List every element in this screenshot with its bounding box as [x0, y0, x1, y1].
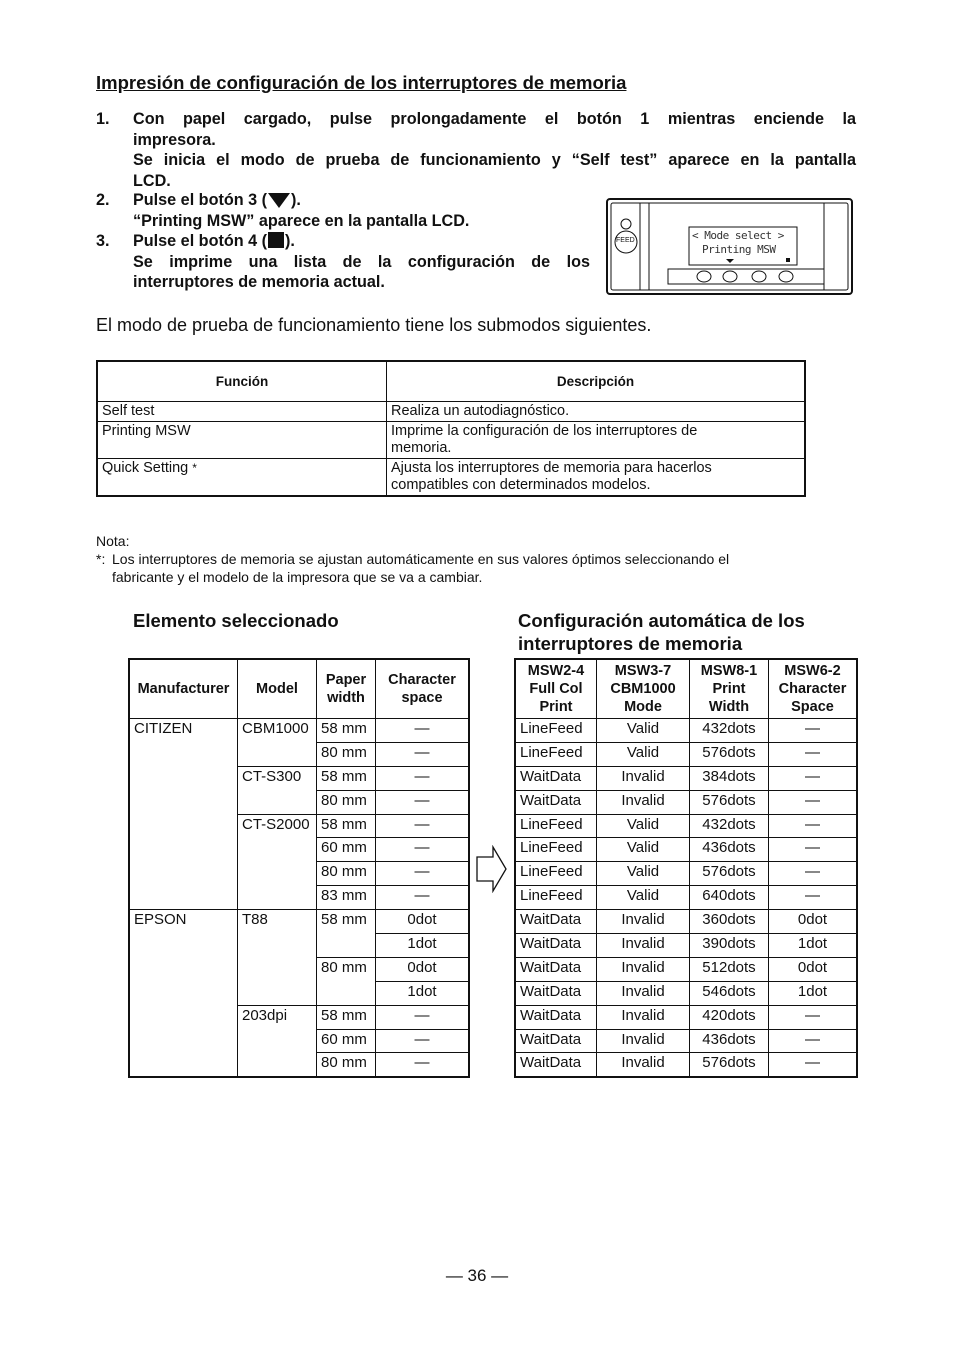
table-cell: 432dots [690, 814, 769, 838]
table-header-row [129, 659, 469, 719]
table-header: Función [97, 361, 387, 402]
table-row [515, 814, 857, 838]
table-cell: Invalid [597, 910, 690, 934]
table-cell: 1dot [769, 981, 858, 1005]
space-cell: 1dot [376, 981, 470, 1005]
table-cell: LineFeed [515, 742, 597, 766]
table-cell: Valid [597, 742, 690, 766]
table-row [515, 1053, 857, 1077]
table-cell: Invalid [597, 1053, 690, 1077]
step-text [133, 190, 301, 211]
width-cell: 80 mm [317, 957, 376, 1005]
note-body [96, 550, 860, 586]
functions-table [96, 360, 806, 497]
right-heading [518, 609, 805, 655]
model-cell: T88 [238, 910, 317, 1006]
header-line: Space [791, 699, 834, 715]
heading-line: interruptores de memoria [518, 633, 743, 654]
table-cell: — [769, 1053, 858, 1077]
lcd-line-1: < Mode select > [692, 229, 784, 242]
table-cell: 420dots [690, 1005, 769, 1029]
table-header [690, 659, 769, 719]
table-cell: Invalid [597, 981, 690, 1005]
table-cell: — [769, 766, 858, 790]
table-cell: — [769, 862, 858, 886]
table-cell: Printing MSW [97, 422, 387, 459]
table-cell: Invalid [597, 766, 690, 790]
table-cell: Invalid [597, 790, 690, 814]
width-cell: 80 mm [317, 862, 376, 886]
space-cell: — [376, 719, 470, 743]
cell-line: compatibles con determinados modelos. [391, 477, 651, 493]
step-text: “Printing MSW” aparece en la pantalla LCD. [133, 211, 470, 230]
table-header: Manufacturer [129, 659, 238, 719]
table-row [515, 910, 857, 934]
step-number: 3. [96, 232, 110, 250]
table-cell: — [769, 742, 858, 766]
table-cell: 576dots [690, 790, 769, 814]
table-cell: Invalid [597, 1005, 690, 1029]
table-cell: — [769, 886, 858, 910]
width-cell: 58 mm [317, 814, 376, 838]
step-text-pre: Pulse el botón 3 ( [133, 191, 268, 209]
table-cell: — [769, 719, 858, 743]
table-cell: Valid [597, 838, 690, 862]
intro-text: El modo de prueba de funcionamiento tiene los submodos siguientes. [96, 315, 652, 335]
table-cell: 432dots [690, 719, 769, 743]
space-cell: — [376, 766, 470, 790]
asterisk-mark: * [192, 461, 197, 475]
width-cell: 60 mm [317, 1029, 376, 1053]
note-line: fabricante y el modelo de la impresora que se va a cambiar. [112, 569, 483, 585]
table-cell: WaitData [515, 981, 597, 1005]
table-cell: 546dots [690, 981, 769, 1005]
table-cell: 576dots [690, 862, 769, 886]
table-cell: 1dot [769, 934, 858, 958]
section-title: Impresión de configuración de los interruptores de memoria [96, 72, 627, 93]
table-cell: LineFeed [515, 719, 597, 743]
table-cell: Realiza un autodiagnóstico. [387, 402, 806, 422]
feed-button-label: FEED [616, 237, 635, 244]
table-row [515, 934, 857, 958]
space-cell: 0dot [376, 910, 470, 934]
step-number: 2. [96, 191, 110, 209]
table-row [129, 910, 469, 934]
table-header [769, 659, 858, 719]
table-cell: WaitData [515, 766, 597, 790]
table-header: Descripción [387, 361, 806, 402]
table-cell: Valid [597, 719, 690, 743]
table-cell: 384dots [690, 766, 769, 790]
table-cell: 576dots [690, 1053, 769, 1077]
cell-line: Imprime la configuración de los interruptores de [391, 423, 698, 439]
table-header [317, 659, 376, 719]
table-header [597, 659, 690, 719]
table-row [515, 1005, 857, 1029]
table-cell: WaitData [515, 1029, 597, 1053]
step-text: Se imprime una lista de la configuración de los [133, 252, 590, 271]
table-row [515, 742, 857, 766]
header-line: MSW6-2 [784, 663, 841, 679]
width-cell: 83 mm [317, 886, 376, 910]
table-row [129, 719, 469, 743]
table-cell: — [769, 838, 858, 862]
model-cell: CT-S2000 [238, 814, 317, 910]
table-cell: WaitData [515, 1005, 597, 1029]
space-cell: 0dot [376, 957, 470, 981]
note-line: Los interruptores de memoria se ajustan automáticamente en sus valores óptimos seleccionando el [112, 551, 730, 567]
table-header [376, 659, 470, 719]
table-cell: Self test [97, 402, 387, 422]
header-line: space [401, 690, 443, 706]
width-cell: 58 mm [317, 1005, 376, 1029]
space-cell: — [376, 862, 470, 886]
cell-text: Quick Setting [102, 460, 189, 476]
table-cell: 0dot [769, 910, 858, 934]
table-cell: LineFeed [515, 838, 597, 862]
table-cell: Invalid [597, 1029, 690, 1053]
table-row [515, 719, 857, 743]
step-text [133, 231, 295, 252]
lcd-line-2: Printing MSW [702, 243, 776, 256]
note-label: Nota: [96, 533, 130, 549]
table-cell: 360dots [690, 910, 769, 934]
table-cell: 436dots [690, 838, 769, 862]
space-cell: — [376, 838, 470, 862]
table-row [515, 886, 857, 910]
step-text: Se inicia el modo de prueba de funcionamiento y “Self test” aparece en la pantalla [133, 151, 856, 169]
cell-line: memoria. [391, 440, 452, 456]
header-line: MSW3-7 [614, 663, 672, 679]
table-row [97, 422, 805, 459]
table-cell [387, 422, 806, 459]
table-row [515, 790, 857, 814]
step-text: LCD. [133, 171, 171, 190]
table-cell: — [769, 1029, 858, 1053]
auto-config-table [514, 658, 858, 1078]
table-cell: 640dots [690, 886, 769, 910]
space-cell: — [376, 814, 470, 838]
table-cell: WaitData [515, 1053, 597, 1077]
table-row [515, 766, 857, 790]
table-cell: Valid [597, 886, 690, 910]
table-cell: 390dots [690, 934, 769, 958]
note-mark: *: [96, 551, 106, 567]
left-heading: Elemento seleccionado [133, 610, 339, 631]
square-button-icon [268, 232, 284, 248]
space-cell: — [376, 886, 470, 910]
table-header-row [97, 361, 805, 402]
step-text-pre: Pulse el botón 4 ( [133, 232, 268, 250]
table-cell: Valid [597, 814, 690, 838]
page-number: — 36 — [445, 1266, 509, 1285]
table-cell: WaitData [515, 934, 597, 958]
note [96, 532, 860, 586]
cell-line: Ajusta los interruptores de memoria para hacerlos [391, 460, 712, 476]
table-cell: LineFeed [515, 814, 597, 838]
header-line: Width [708, 699, 750, 715]
table-cell: 0dot [769, 957, 858, 981]
header-line: Full Col [529, 681, 583, 697]
space-cell: — [376, 790, 470, 814]
table-row [515, 862, 857, 886]
table-header [515, 659, 597, 719]
table-cell: Invalid [597, 934, 690, 958]
table-cell: LineFeed [515, 862, 597, 886]
width-cell: 80 mm [317, 742, 376, 766]
width-cell: 80 mm [317, 790, 376, 814]
table-cell: WaitData [515, 910, 597, 934]
step-text: impresora. [133, 130, 216, 149]
table-cell: — [769, 1005, 858, 1029]
header-line: Print [712, 681, 746, 697]
lcd-panel-illustration [606, 198, 853, 295]
table-row [515, 1029, 857, 1053]
table-cell: 512dots [690, 957, 769, 981]
model-cell: CT-S300 [238, 766, 317, 814]
header-line: width [327, 690, 365, 706]
step-text-post: ). [285, 232, 295, 250]
heading-line: Configuración automática de los [518, 610, 805, 631]
table-cell: — [769, 790, 858, 814]
space-cell: — [376, 1029, 470, 1053]
step-text: interruptores de memoria actual. [133, 273, 385, 291]
space-cell: — [376, 1053, 470, 1077]
header-line: MSW8-1 [700, 663, 758, 679]
width-cell: 80 mm [317, 1053, 376, 1077]
table-cell: LineFeed [515, 886, 597, 910]
table-cell: WaitData [515, 790, 597, 814]
table-row [515, 981, 857, 1005]
width-cell: 60 mm [317, 838, 376, 862]
step-number: 1. [96, 110, 110, 128]
selected-element-table [128, 658, 470, 1078]
table-cell: 576dots [690, 742, 769, 766]
table-cell [387, 459, 806, 497]
space-cell: — [376, 1005, 470, 1029]
table-cell [97, 459, 387, 497]
model-cell: CBM1000 [238, 719, 317, 767]
table-cell: 436dots [690, 1029, 769, 1053]
step-text: Con papel cargado, pulse prolongadamente el botón 1 mientras enciende la [133, 110, 856, 128]
model-cell: 203dpi [238, 1005, 317, 1077]
right-arrow-icon [475, 845, 509, 893]
width-cell: 58 mm [317, 719, 376, 743]
header-line: Print [539, 699, 573, 715]
header-line: Mode [624, 699, 662, 715]
header-line: Character [778, 681, 847, 697]
space-cell: 1dot [376, 934, 470, 958]
table-row [97, 459, 805, 497]
manufacturer-cell: CITIZEN [129, 719, 238, 910]
header-line: CBM1000 [610, 681, 676, 697]
header-line: MSW2-4 [527, 663, 585, 679]
table-row [515, 838, 857, 862]
table-cell: Invalid [597, 957, 690, 981]
table-row [97, 402, 805, 422]
width-cell: 58 mm [317, 910, 376, 958]
table-header: Model [238, 659, 317, 719]
width-cell: 58 mm [317, 766, 376, 790]
table-cell: Valid [597, 862, 690, 886]
table-cell: — [769, 814, 858, 838]
table-header-row [515, 659, 857, 719]
table-cell: WaitData [515, 957, 597, 981]
space-cell: — [376, 742, 470, 766]
manufacturer-cell: EPSON [129, 910, 238, 1078]
table-row [515, 957, 857, 981]
down-arrow-icon [268, 193, 290, 208]
step-text-post: ). [291, 191, 301, 209]
header-line: Paper [325, 672, 367, 688]
header-line: Character [388, 672, 456, 688]
